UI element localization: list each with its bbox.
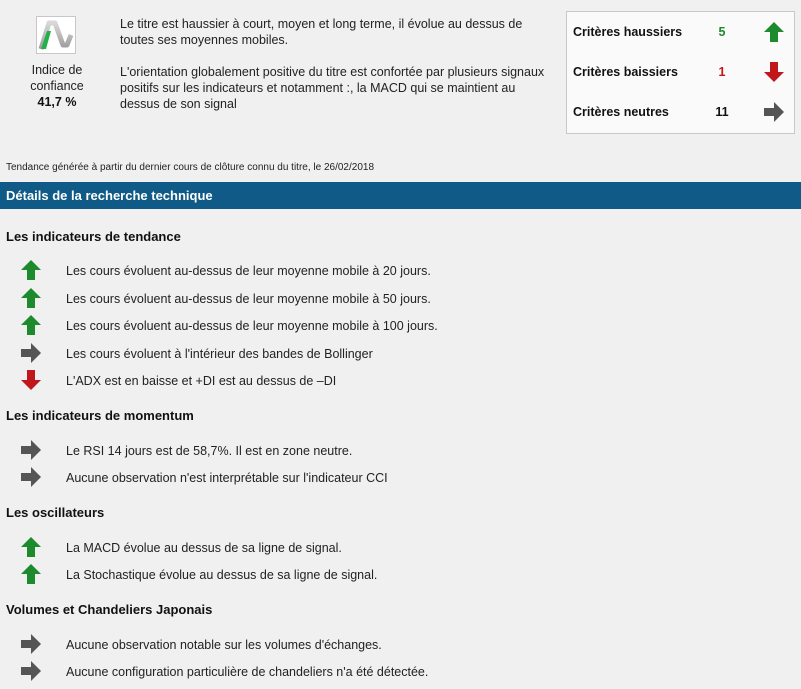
criteria-label: Critères baissiers: [573, 65, 678, 79]
section-title: Volumes et Chandeliers Japonais: [6, 602, 213, 617]
section-title: Les oscillateurs: [6, 505, 105, 520]
list-item: [0, 563, 801, 587]
list-item: [0, 369, 801, 393]
list-item: [0, 536, 801, 560]
item-text: Les cours évoluent au-dessus de leur moyenne mobile à 50 jours.: [66, 292, 431, 306]
arrow-down-icon: [20, 369, 42, 391]
list-item: [0, 439, 801, 463]
list-item: [0, 660, 801, 684]
criteria-label: Critères haussiers: [573, 25, 683, 39]
arrow-right-icon: [20, 439, 42, 461]
arrow-up-icon: [20, 259, 42, 281]
arrow-up-icon: [20, 536, 42, 558]
trend-logo-icon: [36, 16, 76, 54]
arrow-right-icon: [20, 660, 42, 682]
list-item: [0, 287, 801, 311]
criteria-box: [566, 11, 795, 134]
arrow-up-icon: [20, 287, 42, 309]
item-text: Aucune observation notable sur les volumes d'échanges.: [66, 638, 382, 652]
criteria-count: 11: [715, 105, 729, 119]
confidence-value: 41,7 %: [37, 95, 77, 109]
item-text: Les cours évoluent au-dessus de leur moyenne mobile à 100 jours.: [66, 319, 438, 333]
arrow-up-icon: [763, 21, 787, 45]
item-text: Les cours évoluent au-dessus de leur moyenne mobile à 20 jours.: [66, 264, 431, 278]
item-text: Aucune observation n'est interprétable sur l'indicateur CCI: [66, 471, 388, 485]
arrow-right-icon: [763, 101, 787, 125]
arrow-right-icon: [20, 342, 42, 364]
arrow-right-icon: [20, 466, 42, 488]
criteria-count: 5: [718, 25, 726, 39]
criteria-label: Critères neutres: [573, 105, 669, 119]
item-text: La MACD évolue au dessus de sa ligne de signal.: [66, 541, 342, 555]
summary-paragraph: Le titre est haussier à court, moyen et long terme, il évolue au dessus de toutes ses moyennes mobiles.: [120, 17, 523, 47]
item-text: Les cours évoluent à l'intérieur des bandes de Bollinger: [66, 347, 373, 361]
arrow-right-icon: [20, 633, 42, 655]
criteria-neutral-row: [567, 98, 796, 128]
confidence-label: Indice de confiance: [30, 63, 84, 93]
arrow-down-icon: [763, 61, 787, 85]
section-title: Les indicateurs de tendance: [6, 229, 181, 244]
list-item: [0, 633, 801, 657]
generation-note: Tendance générée à partir du dernier cours de clôture connu du titre, le 26/02/2018: [6, 162, 375, 173]
arrow-up-icon: [20, 314, 42, 336]
item-text: La Stochastique évolue au dessus de sa ligne de signal.: [66, 568, 378, 582]
criteria-bearish-row: [567, 58, 796, 88]
list-item: [0, 342, 801, 366]
details-header: Détails de la recherche technique: [0, 182, 801, 209]
item-text: Aucune configuration particulière de chandeliers n'a été détectée.: [66, 665, 429, 679]
list-item: [0, 466, 801, 490]
list-item: [0, 259, 801, 283]
analysis-summary-panel: [0, 0, 801, 150]
arrow-up-icon: [20, 563, 42, 585]
section-title: Les indicateurs de momentum: [6, 408, 194, 423]
list-item: [0, 314, 801, 338]
criteria-bullish-row: [567, 18, 796, 48]
summary-paragraph: L'orientation globalement positive du titre est confortée par plusieurs signaux positifs sur les indicateurs et notamment :, la MACD qui se maintient au dessus de son signal: [120, 65, 545, 111]
criteria-count: 1: [718, 65, 726, 79]
trend-summary: [120, 16, 550, 128]
item-text: Le RSI 14 jours est de 58,7%. Il est en zone neutre.: [66, 444, 353, 458]
item-text: L'ADX est en baisse et +DI est au dessus de –DI: [66, 374, 337, 388]
